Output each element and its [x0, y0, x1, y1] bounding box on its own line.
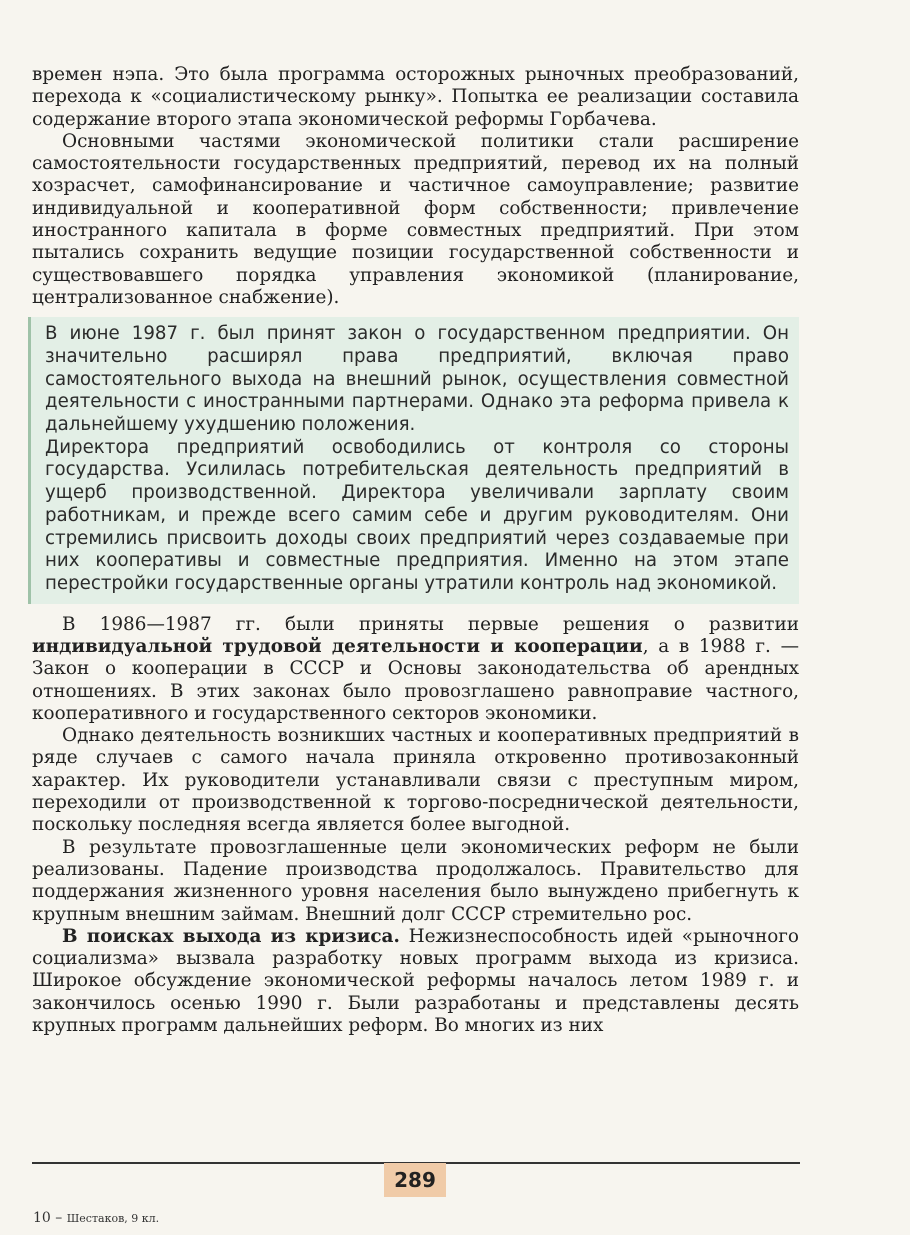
paragraph-3-bold: индивидуальной трудовой деятельности и кооперации: [32, 636, 643, 657]
signature-text: Шестаков, 9 кл.: [66, 1212, 160, 1225]
paragraph-2: Основными частями экономической политики стали расширение самостоятельности государственных предприятий, перевод их на полный хозрасчет, самофинансирование и частичное самоуправление; развитие индивидуальной и кооперативной форм собственности; привлечение иностранного капитала в форме совместных предприятий. При этом пытались сохранить ведущие позиции государственной собственности и существовавшего порядка управления экономикой (планирование, централизованное снабжение).: [32, 130, 799, 308]
paragraph-1: времен нэпа. Это была программа осторожных рыночных преобразований, перехода к «социалистическому рынку». Попытка ее реализации составила содержание второго этапа экономической реформы Горбачева.: [32, 64, 799, 130]
signature-number: 10 –: [33, 1210, 63, 1226]
highlight-box: [28, 317, 799, 603]
paragraph-3: [32, 614, 799, 725]
page-number: 289: [384, 1163, 446, 1197]
page-body: [32, 64, 799, 1037]
section-heading: В поисках выхода из кризиса.: [62, 925, 400, 947]
signature: [33, 1210, 159, 1226]
box-paragraph-2: Директора предприятий освободились от контроля со стороны государства. Усилилась потребительская деятельность предприятий в ущерб производственной. Директора увеличивали зарплату своим работникам, и прежде всего самим себе и другим руководителям. Они стремились присвоить доходы своих предприятий через создаваемые при них кооперативы и совместные предприятия. Именно на этом этапе перестройки государственные органы утратили контроль над экономикой.: [45, 436, 789, 594]
paragraph-4: Однако деятельность возникших частных и кооперативных предприятий в ряде случаев с самого начала приняла откровенно противозаконный характер. Их руководители устанавливали связи с преступным миром, переходили от производственной к торгово-посреднической деятельности, поскольку последняя всегда является более выгодной.: [32, 725, 799, 836]
paragraph-5: В результате провозглашенные цели экономических реформ не были реализованы. Падение производства продолжалось. Правительство для поддержания жизненного уровня населения было вынуждено прибегнуть к крупным внешним займам. Внешний долг СССР стремительно рос.: [32, 836, 799, 925]
box-paragraph-1: В июне 1987 г. был принят закон о государственном предприятии. Он значительно расширял права предприятий, включая право самостоятельного выхода на внешний рынок, осуществления совместной деятельности с иностранными партнерами. Однако эта реформа привела к дальнейшему ухудшению положения.: [45, 323, 789, 436]
paragraph-6-text: Нежизнеспособность идей «рыночного социализма» вызвала разработку новых программ выхода из кризиса. Широкое обсуждение экономической реформы началось летом 1989 г. и закончилось осенью 1990 г. Были разработаны и представлены десять крупных программ дальнейших реформ. Во многих из них: [32, 925, 799, 1037]
paragraph-6: [32, 926, 799, 1037]
paragraph-3-text-end: , а в 1988 г. — Закон о кооперации в СССР и Основы законодательства об арендных отношениях. В этих законах было провозглашено равноправие частного, кооперативного и государственного секторов экономики.: [32, 636, 799, 724]
paragraph-3-text: В 1986—1987 гг. были приняты первые решения о развитии: [62, 613, 799, 635]
